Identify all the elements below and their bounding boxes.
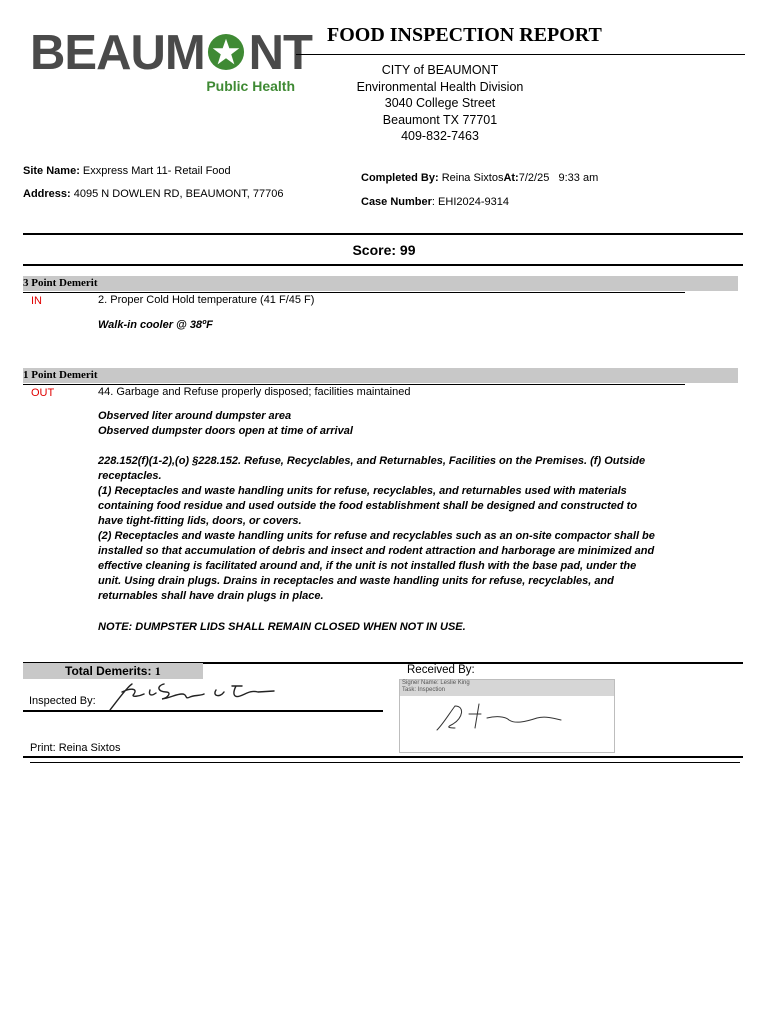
- received-signature-box: [399, 679, 615, 753]
- signer-name: Signer Name: Leslie King: [402, 680, 470, 686]
- beaumont-logo: [30, 26, 312, 98]
- completed-by-label: Completed By:: [361, 172, 439, 184]
- title-rule: [296, 54, 745, 55]
- section-rule: [23, 292, 685, 293]
- comment-line: Observed liter around dumpster area: [98, 410, 292, 422]
- site-name-label: Site Name:: [23, 165, 80, 177]
- code-paragraph: 228.152(f)(1-2),(o) §228.152. Refuse, Recyclables, and Returnables, Facilities on the Premises. (f) Outside receptacles.: [98, 455, 646, 482]
- logo-subtitle: Public Health: [206, 78, 295, 94]
- case-number-value: : EHI2024-9314: [431, 196, 509, 208]
- agency-line: Environmental Health Division: [356, 79, 524, 94]
- total-demerits-value: 1: [154, 664, 161, 678]
- address-label: Address:: [23, 188, 71, 200]
- site-name-value: Exxpress Mart 11- Retail Food: [82, 165, 231, 177]
- case-number: [361, 196, 509, 208]
- section-rule: [23, 384, 685, 385]
- signature-box-header: [400, 680, 614, 696]
- address-value: 4095 N DOWLEN RD, BEAUMONT, 77706: [73, 188, 284, 200]
- score-top-rule: [23, 233, 743, 235]
- report-title: FOOD INSPECTION REPORT: [327, 24, 602, 46]
- logo-o-slot: [205, 34, 249, 70]
- inspector-comment: Walk-in cooler @ 38ºF: [98, 319, 213, 331]
- completed-at-label: At:: [503, 172, 519, 184]
- score: Score: 99: [352, 242, 416, 258]
- section-header: 1 Point Demerit: [23, 368, 738, 383]
- violation-item: 44. Garbage and Refuse properly disposed; facilities maintained: [98, 386, 411, 398]
- received-by-label: Received By:: [407, 664, 475, 676]
- comment-line: Observed dumpster doors open at time of arrival: [98, 425, 353, 437]
- status-out: OUT: [31, 387, 55, 399]
- site-address: [23, 188, 283, 200]
- logo-wordmark: [30, 28, 312, 78]
- score-bottom-rule: [23, 264, 743, 266]
- inspected-by-label: Inspected By:: [29, 695, 96, 707]
- inspector-comment: [98, 409, 658, 439]
- violation-item: 2. Proper Cold Hold temperature (41 F/45 F): [98, 294, 315, 306]
- site-name: [23, 165, 231, 177]
- inspector-signature: [108, 680, 283, 712]
- agency-line: 409-832-7463: [401, 129, 479, 143]
- logo-word-left: BEAUM: [30, 26, 205, 80]
- code-paragraph: (2) Receptacles and waste handling units for refuse and recyclables such as an on-site compactor shall be installed so that accumulation of debris and insect and rodent attraction and harborage are minimized and effective cleaning is facilitated around and, if the unit is not installed flush with the base pad, under the unit. Using drain plugs. Drains in receptacles and waste handling units for refuse, recyclables, and returnables shall have drain plugs in place.: [98, 530, 655, 602]
- print-name: Print: Reina Sixtos: [30, 742, 121, 754]
- agency-address-block: [340, 62, 540, 145]
- agency-line: CITY of BEAUMONT: [381, 63, 499, 77]
- total-demerits: [23, 663, 203, 679]
- bottom-rule: [23, 756, 743, 758]
- status-in: IN: [31, 295, 42, 307]
- bottom-rule-thin: [30, 762, 740, 763]
- section-header: 3 Point Demerit: [23, 276, 738, 291]
- total-demerits-label: Total Demerits:: [65, 664, 155, 678]
- completed-by: [361, 172, 598, 184]
- code-citation: [98, 454, 660, 604]
- case-number-label: Case Number: [361, 196, 432, 208]
- star-in-circle-icon: [207, 33, 245, 71]
- inspector-note: NOTE: DUMPSTER LIDS SHALL REMAIN CLOSED WHEN NOT IN USE.: [98, 621, 466, 633]
- receiver-signature: [425, 700, 575, 736]
- logo-word-right: NT: [248, 26, 312, 80]
- inspected-by-rule: [23, 710, 383, 712]
- agency-line: 3040 College Street: [384, 96, 496, 110]
- signer-task: Task: Inspection: [402, 687, 446, 693]
- completed-at-value: 7/2/25 9:33 am: [518, 172, 599, 184]
- code-paragraph: (1) Receptacles and waste handling units for refuse, recyclables, and returnables used with materials containing food residue and used outside the food establishment shall be designed and constructed to have tight-fitting lids, doors, or covers.: [98, 485, 638, 527]
- agency-line: Beaumont TX 77701: [382, 112, 498, 127]
- completed-by-value: Reina Sixtos: [441, 172, 504, 184]
